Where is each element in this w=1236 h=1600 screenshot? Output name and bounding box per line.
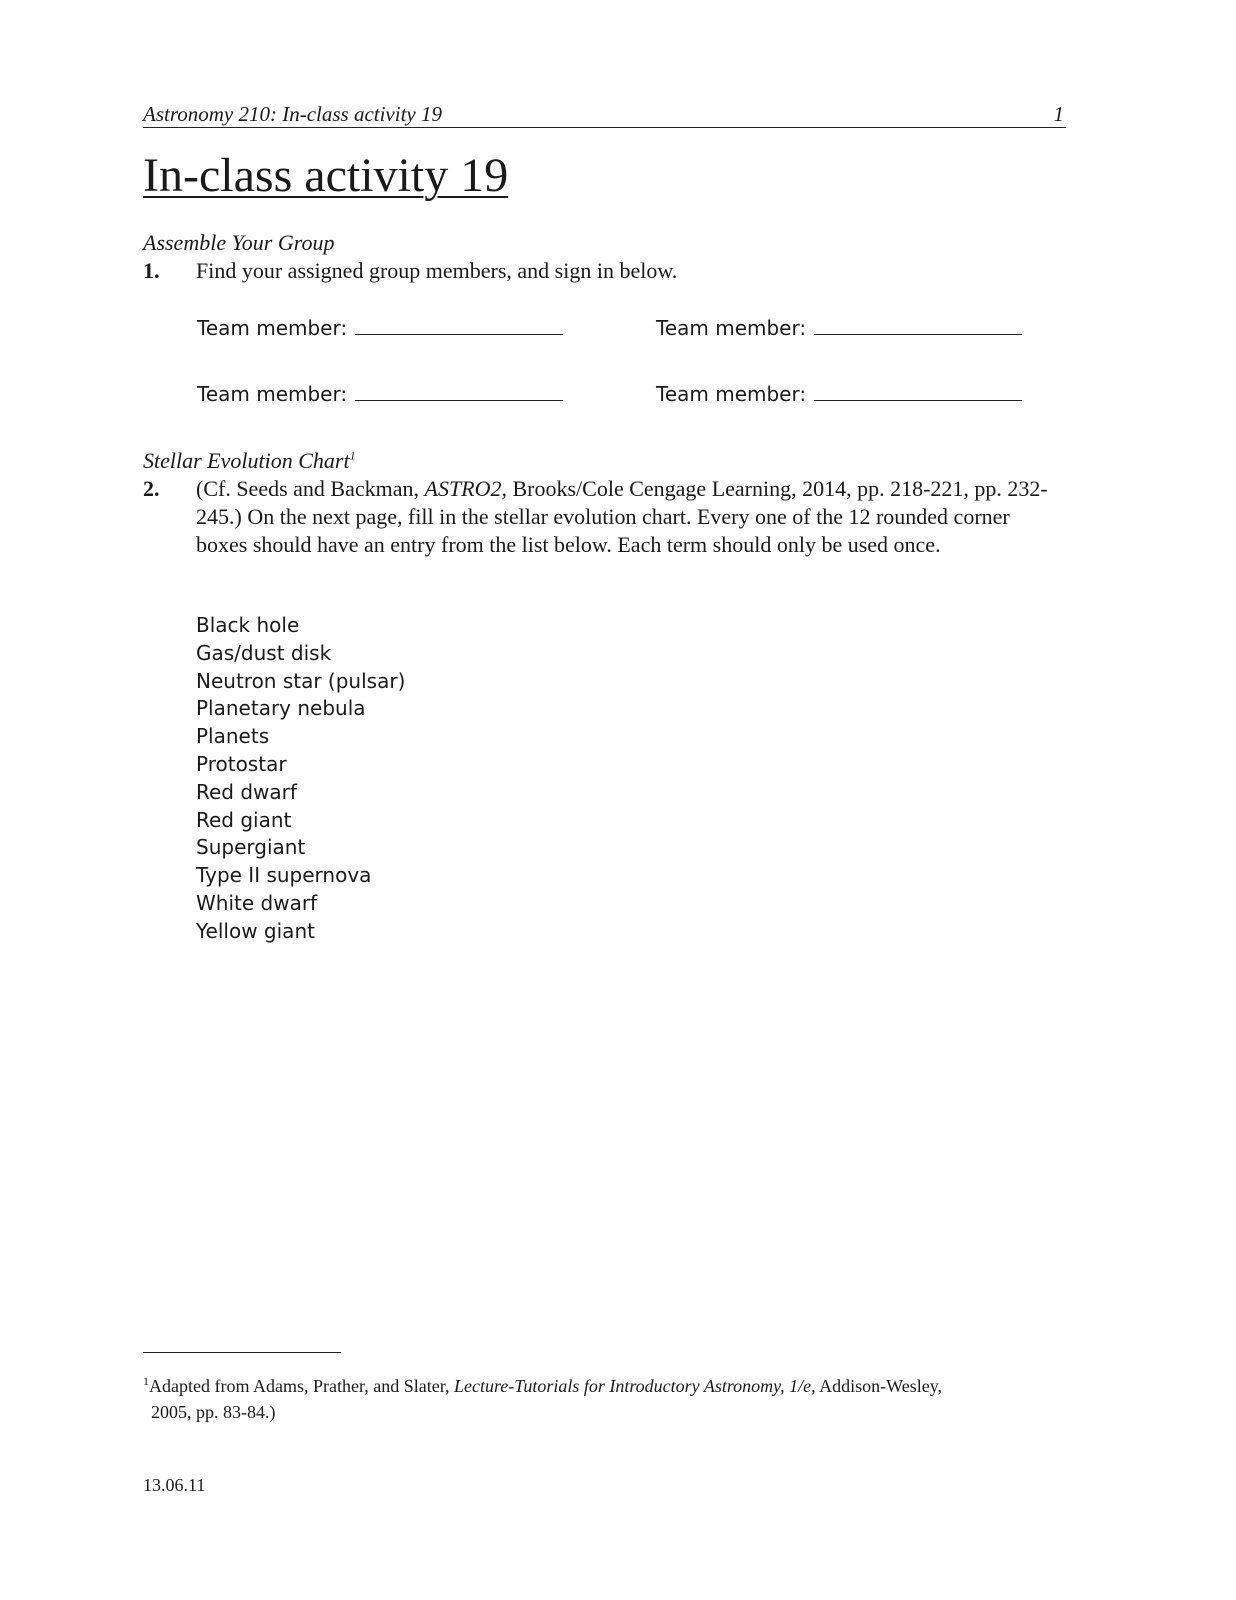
list-item: Black hole — [196, 613, 300, 637]
team-member-label: Team member: — [197, 382, 348, 406]
question-number-2: 2. — [143, 476, 160, 501]
list-item: Red giant — [196, 807, 292, 832]
section-heading-stellar — [143, 447, 356, 475]
footnote-text-a: Adapted from Adams, Prather, and Slater, — [149, 1376, 454, 1396]
footnote-mark: 1 — [349, 448, 356, 463]
footnote-text-b: , Addison-Wesley, — [811, 1376, 943, 1396]
team-member-field-4[interactable] — [656, 380, 1022, 408]
list-item: Gas/dust disk — [196, 640, 332, 665]
footnote — [143, 1373, 1063, 1425]
section-heading-stellar-text: Stellar Evolution Chart — [143, 448, 350, 473]
list-item: Planetary nebula — [196, 696, 366, 721]
header-page-number: 1 — [1053, 102, 1064, 126]
question-text-2-part-a: (Cf. Seeds and Backman, — [196, 476, 425, 501]
term-list — [196, 612, 405, 946]
team-member-label: Team member: — [656, 382, 807, 406]
signature-line[interactable] — [355, 382, 563, 401]
section-heading-assemble: Assemble Your Group — [143, 230, 335, 255]
list-item: Neutron star (pulsar) — [196, 668, 406, 693]
list-item: Protostar — [196, 751, 287, 776]
question-text-2-part-b: Brooks/Cole Cengage Learning, 2014, pp. 218-221, pp. 232-245.) On the next page, fill in the stellar evolution chart. Every one of the 12 rounded corner boxes should have an entry from the list below. Each term should only be used once. — [196, 476, 1048, 557]
team-member-field-2[interactable] — [656, 314, 1022, 342]
signature-line[interactable] — [814, 316, 1022, 335]
book-title: ASTRO2, — [424, 476, 507, 501]
list-item: Yellow giant — [196, 918, 315, 943]
question-text-2 — [196, 475, 1066, 559]
running-header — [143, 101, 1066, 128]
header-course: Astronomy 210: In-class activity 19 — [143, 102, 442, 126]
list-item: Supergiant — [196, 835, 306, 860]
list-item: Red dwarf — [196, 779, 297, 804]
footnote-book-title: Lecture-Tutorials for Introductory Astronomy, 1/e — [453, 1376, 812, 1396]
team-member-label: Team member: — [656, 316, 807, 340]
question-text-1: Find your assigned group members, and sign in below. — [196, 258, 678, 283]
footnote-number: 1 — [143, 1374, 149, 1388]
footnote-continuation: 2005, pp. 83-84.) — [151, 1402, 276, 1422]
signature-line[interactable] — [814, 382, 1022, 401]
list-item: White dwarf — [196, 890, 318, 915]
footnote-rule — [143, 1352, 341, 1353]
team-member-label: Team member: — [197, 316, 348, 340]
team-member-field-3[interactable] — [197, 380, 563, 408]
list-item: Planets — [196, 724, 270, 749]
list-item: Type II supernova — [196, 863, 372, 888]
page-date: 13.06.11 — [143, 1475, 206, 1495]
signature-line[interactable] — [355, 316, 563, 335]
page-title: In-class activity 19 — [143, 149, 509, 202]
team-member-field-1[interactable] — [197, 314, 563, 342]
question-number-1: 1. — [143, 258, 160, 283]
